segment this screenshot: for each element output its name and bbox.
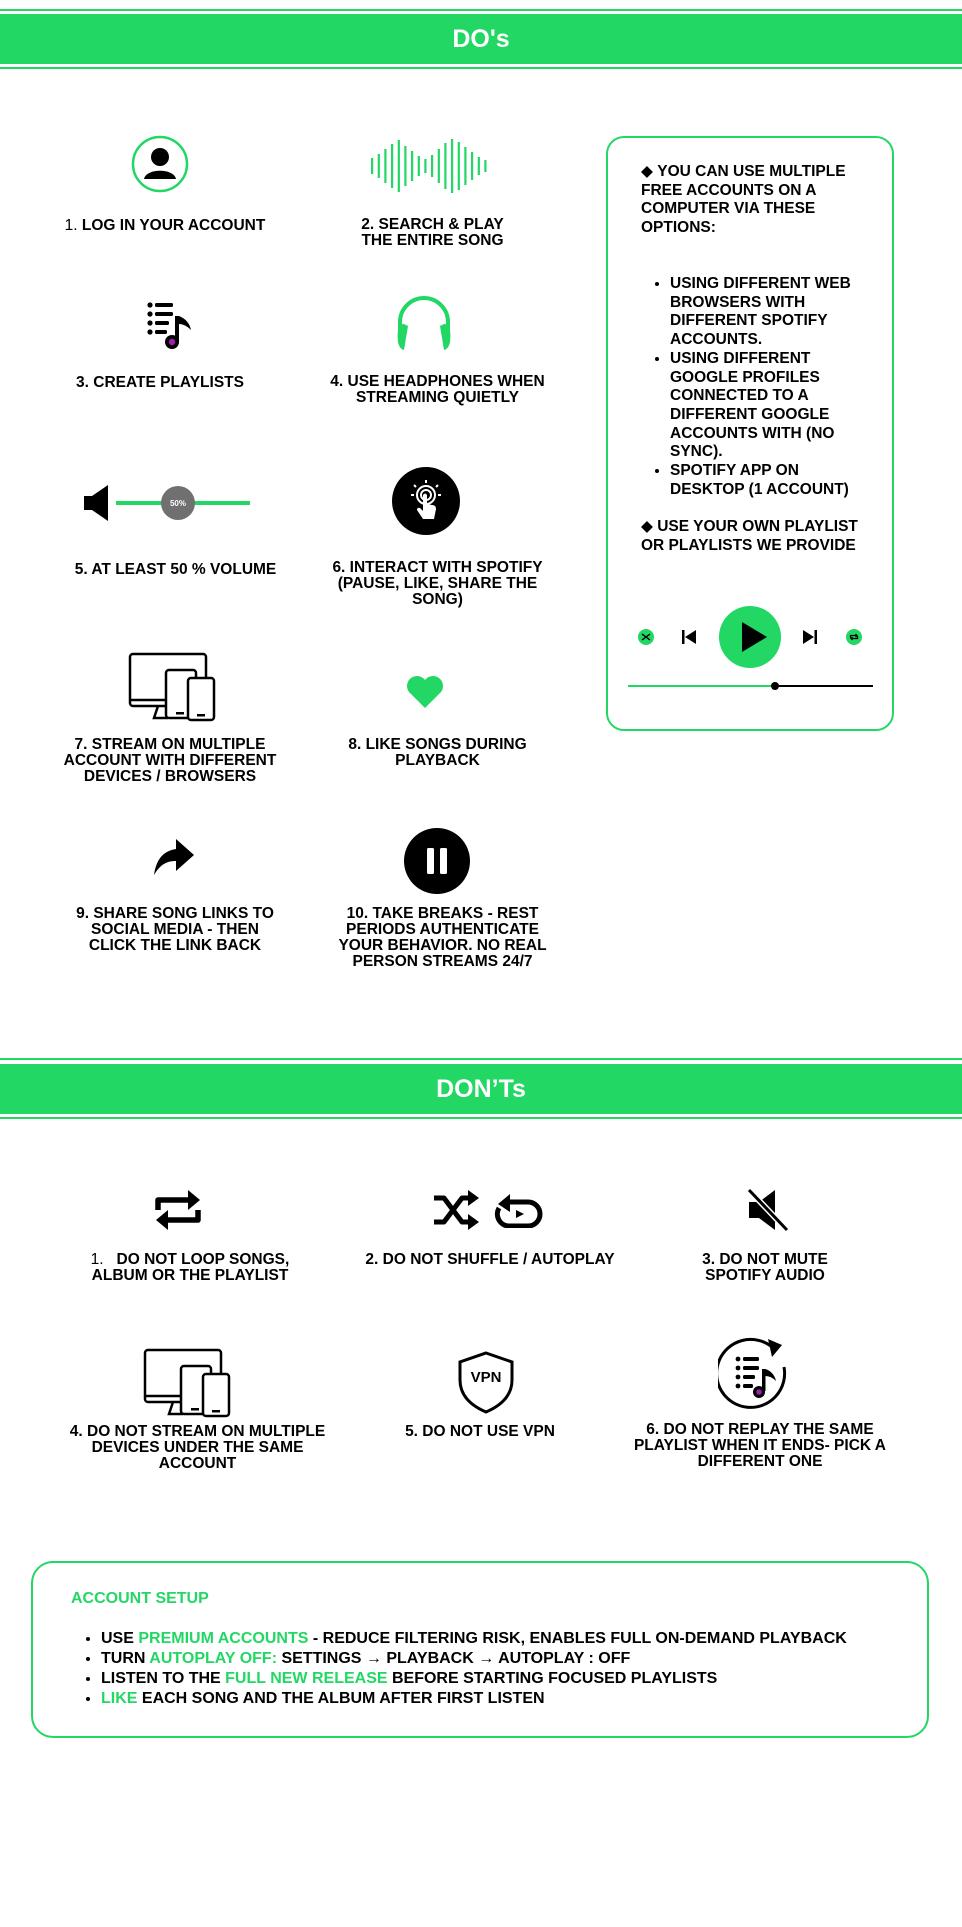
waveform-icon bbox=[370, 138, 490, 194]
list-item: • LISTEN TO THE FULL NEW RELEASE BEFORE STARTING FOCUSED PLAYLISTS bbox=[101, 1669, 919, 1689]
progress-knob[interactable] bbox=[771, 682, 779, 690]
banner-line-top bbox=[0, 1058, 962, 1060]
playlist-icon bbox=[145, 300, 195, 350]
waveform-bar bbox=[484, 160, 486, 172]
account-setup-title: ACCOUNT SETUP bbox=[71, 1590, 209, 1607]
do-item-3-label: 3. CREATE PLAYLISTS bbox=[76, 374, 244, 391]
volume-slider-knob[interactable]: 50% bbox=[161, 486, 195, 520]
dont-item-5-label: 5. DO NOT USE VPN bbox=[405, 1423, 555, 1440]
do-item-8-label: 8. LIKE SONGS DURING PLAYBACK bbox=[348, 736, 527, 769]
dont-item-6-label: 6. DO NOT REPLAY THE SAME PLAYLIST WHEN IT ENDS- PICK A DIFFERENT ONE bbox=[633, 1421, 887, 1470]
shuffle-small-icon[interactable] bbox=[638, 629, 654, 645]
progress-played bbox=[628, 685, 775, 687]
do-item-2-label: 2. SEARCH & PLAY THE ENTIRE SONG bbox=[361, 216, 504, 249]
user-icon bbox=[131, 135, 189, 193]
waveform-bar bbox=[478, 157, 480, 175]
waveform-bar bbox=[438, 149, 440, 183]
account-setup-list bbox=[79, 1629, 919, 1709]
waveform-bar bbox=[418, 156, 420, 176]
replay-playlist-icon bbox=[718, 1337, 794, 1413]
donts-title: DON’Ts bbox=[436, 1074, 526, 1103]
do-item-1-num: 1. bbox=[64, 217, 78, 234]
diamond-icon: ◆ bbox=[641, 518, 658, 535]
play-button[interactable] bbox=[718, 605, 782, 669]
banner-line-bottom bbox=[0, 1117, 962, 1119]
waveform-bar bbox=[391, 144, 393, 188]
playback-progress-bar[interactable] bbox=[628, 682, 873, 690]
tap-interact-icon bbox=[392, 467, 460, 535]
waveform-bar bbox=[371, 158, 373, 174]
diamond-icon: ◆ bbox=[641, 163, 658, 180]
repeat-small-icon[interactable] bbox=[846, 629, 862, 645]
vpn-badge-text: VPN bbox=[470, 1369, 502, 1386]
repeat-icon bbox=[152, 1186, 204, 1234]
do-item-5-label: 5. AT LEAST 50 % VOLUME bbox=[74, 561, 277, 578]
dont-item-2-label: 2. DO NOT SHUFFLE / AUTOPLAY bbox=[365, 1251, 615, 1268]
progress-remaining bbox=[775, 685, 873, 687]
dos-title: DO's bbox=[452, 24, 510, 53]
do-item-10-label: 10. TAKE BREAKS - REST PERIODS AUTHENTICATE YOUR BEHAVIOR. NO REAL PERSON STREAMS 24/7 bbox=[338, 905, 547, 970]
share-arrow-icon[interactable] bbox=[152, 835, 196, 879]
dos-banner bbox=[0, 14, 962, 64]
waveform-bar bbox=[411, 151, 413, 181]
next-track-icon[interactable] bbox=[802, 628, 818, 646]
shuffle-icon bbox=[432, 1190, 480, 1230]
heart-icon[interactable] bbox=[405, 674, 445, 710]
waveform-bar bbox=[398, 140, 400, 192]
waveform-bar bbox=[471, 152, 473, 180]
donts-banner bbox=[0, 1064, 962, 1114]
mute-icon bbox=[745, 1186, 791, 1234]
autoplay-icon bbox=[494, 1194, 546, 1228]
list-item: • USE PREMIUM ACCOUNTS - REDUCE FILTERING RISK, ENABLES FULL ON-DEMAND PLAYBACK bbox=[101, 1629, 919, 1649]
waveform-bar bbox=[464, 147, 466, 185]
devices-icon bbox=[128, 652, 218, 722]
waveform-bar bbox=[458, 142, 460, 190]
devices-icon bbox=[143, 1348, 233, 1418]
dont-item-1-label: 1. DO NOT LOOP SONGS, ALBUM OR THE PLAYLIST bbox=[90, 1251, 290, 1284]
dont-item-1-num: 1. bbox=[90, 1251, 104, 1268]
waveform-bar bbox=[424, 159, 426, 173]
previous-track-icon[interactable] bbox=[681, 628, 697, 646]
waveform-bar bbox=[431, 155, 433, 177]
waveform-bar bbox=[384, 149, 386, 183]
headphones-icon bbox=[392, 290, 456, 354]
list-item: • USING DIFFERENT GOOGLE PROFILES CONNECTED TO A DIFFERENT GOOGLE ACCOUNTS WITH (NO SYNC). bbox=[670, 350, 870, 462]
waveform-bar bbox=[444, 143, 446, 189]
list-item: • TURN AUTOPLAY OFF: SETTINGS → PLAYBACK → AUTOPLAY : OFF bbox=[101, 1649, 919, 1669]
list-item: • USING DIFFERENT WEB BROWSERS WITH DIFFERENT SPOTIFY ACCOUNTS. bbox=[670, 275, 870, 350]
pause-icon[interactable] bbox=[404, 828, 470, 894]
dont-item-4-label: 4. DO NOT STREAM ON MULTIPLE DEVICES UNDER THE SAME ACCOUNT bbox=[69, 1423, 326, 1472]
player-card-options bbox=[648, 275, 870, 499]
list-item: • LIKE EACH SONG AND THE ALBUM AFTER FIRST LISTEN bbox=[101, 1689, 919, 1709]
do-item-4-label: 4. USE HEADPHONES WHEN STREAMING QUIETLY bbox=[330, 373, 545, 406]
do-item-6-label: 6. INTERACT WITH SPOTIFY (PAUSE, LIKE, SHARE THE SONG) bbox=[332, 559, 543, 608]
do-item-1-label: 1. LOG IN YOUR ACCOUNT bbox=[64, 217, 266, 234]
dont-item-3-label: 3. DO NOT MUTE SPOTIFY AUDIO bbox=[702, 1251, 828, 1284]
vpn-shield-icon bbox=[456, 1350, 516, 1414]
waveform-bar bbox=[378, 154, 380, 178]
waveform-bar bbox=[404, 146, 406, 186]
player-card-intro: ◆ YOU CAN USE MULTIPLE FREE ACCOUNTS ON A COMPUTER VIA THESE OPTIONS: bbox=[641, 163, 846, 236]
do-item-7-label: 7. STREAM ON MULTIPLE ACCOUNT WITH DIFFERENT DEVICES / BROWSERS bbox=[63, 736, 277, 785]
list-item: • SPOTIFY APP ON DESKTOP (1 ACCOUNT) bbox=[670, 462, 870, 499]
do-item-9-label: 9. SHARE SONG LINKS TO SOCIAL MEDIA - THEN CLICK THE LINK BACK bbox=[76, 905, 274, 954]
banner-line-bottom bbox=[0, 67, 962, 69]
player-card-outro: ◆ USE YOUR OWN PLAYLIST OR PLAYLISTS WE PROVIDE bbox=[641, 518, 858, 554]
speaker-icon bbox=[82, 483, 112, 523]
banner-line-top bbox=[0, 9, 962, 11]
waveform-bar bbox=[451, 139, 453, 193]
